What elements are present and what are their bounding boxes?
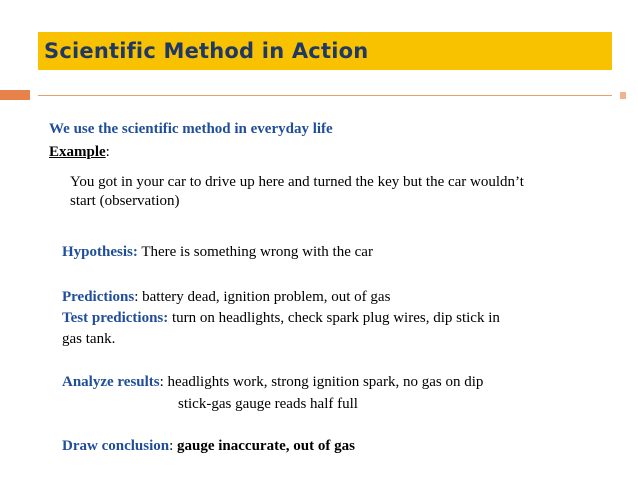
intro-line: We use the scientific method in everyday life [49, 121, 333, 137]
observation-line-2: start (observation) [70, 193, 180, 209]
test-predictions-line [62, 309, 500, 327]
predictions-line [62, 288, 390, 306]
predictions-label: Predictions [62, 289, 135, 305]
analyze-results-line [62, 373, 483, 391]
example-line [49, 143, 110, 161]
analyze-results-text: : headlights work, strong ignition spark, no gas on dip [159, 374, 484, 390]
hypothesis-line [62, 243, 373, 261]
title-bar [38, 32, 612, 70]
conclusion-colon: : [169, 438, 174, 454]
slide-title: Scientific Method in Action [44, 39, 369, 63]
test-predictions-text: turn on headlights, check spark plug wires, dip stick in [172, 310, 500, 326]
predictions-text: : battery dead, ignition problem, out of gas [134, 289, 391, 305]
analyze-results-cont: stick-gas gauge reads half full [178, 396, 358, 412]
test-predictions-cont: gas tank. [62, 331, 116, 347]
conclusion-text: gauge inaccurate, out of gas [177, 438, 355, 454]
example-label: Example [49, 144, 106, 160]
conclusion-line [62, 437, 355, 455]
conclusion-label: Draw conclusion [62, 438, 170, 454]
observation-line-1: You got in your car to drive up here and turned the key but the car wouldn’t [70, 174, 524, 190]
right-accent [620, 92, 626, 99]
hypothesis-text: There is something wrong with the car [141, 244, 373, 260]
corner-accent [0, 90, 30, 100]
analyze-results-label: Analyze results [62, 374, 160, 390]
hypothesis-label: Hypothesis: [62, 244, 138, 260]
divider-line [38, 95, 612, 96]
example-colon: : [105, 144, 110, 160]
test-predictions-label: Test predictions: [62, 310, 169, 326]
